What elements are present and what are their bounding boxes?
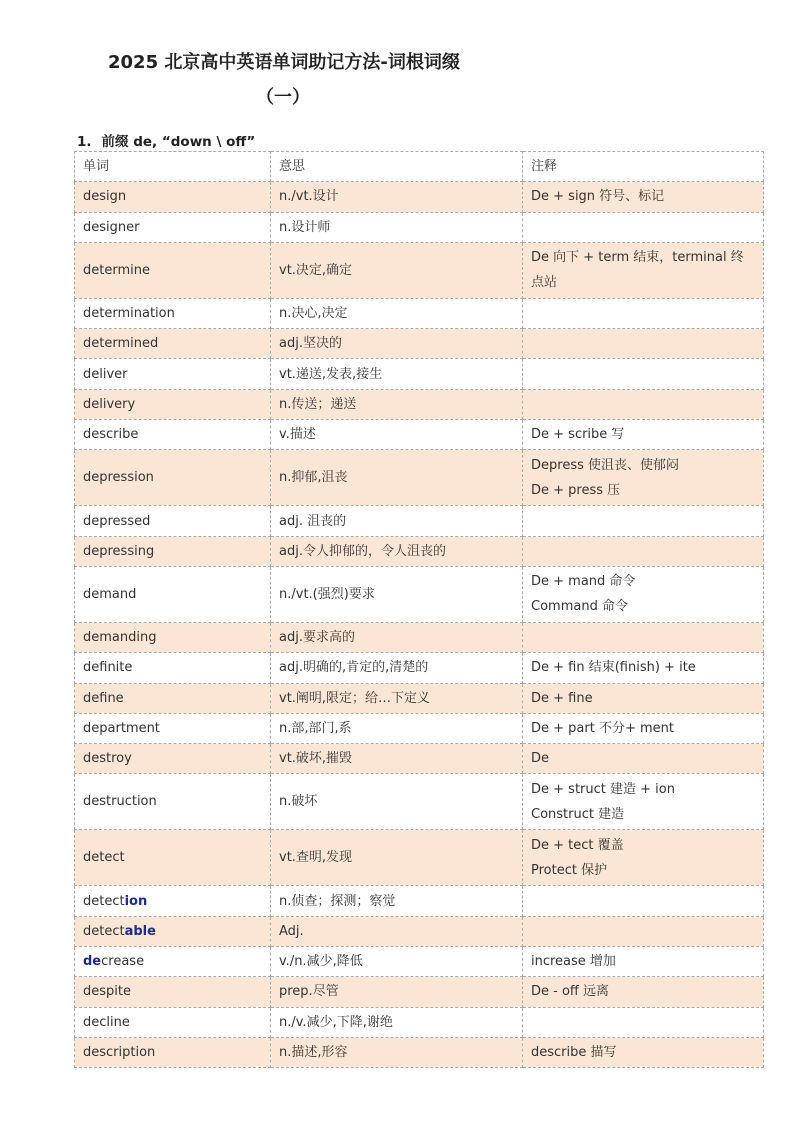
note-cell — [523, 886, 764, 916]
note-line: De — [531, 751, 550, 767]
note-cell — [523, 713, 764, 743]
word-cell — [75, 298, 271, 328]
meaning-cell: Adj. — [271, 916, 523, 946]
word-text: deliver — [83, 366, 128, 382]
note-cell — [523, 1037, 764, 1067]
note-cell — [523, 947, 764, 977]
word-cell — [75, 329, 271, 359]
word-text — [83, 894, 147, 909]
meaning-cell: vt.破坏,摧毁 — [271, 744, 523, 774]
document-title: 2025 北京高中英语单词助记方法-词根词缀 — [108, 52, 460, 73]
section-heading — [77, 130, 255, 150]
note-cell — [523, 566, 764, 622]
word-suffix-highlight: able — [124, 923, 156, 939]
meaning-cell: vt.阐明,限定；给…下定义 — [271, 683, 523, 713]
word-cell — [75, 886, 271, 916]
note-cell — [523, 182, 764, 212]
note-line: De + fine — [531, 690, 593, 706]
note-line: De + mand 命令 — [531, 574, 636, 590]
meaning-cell: n./vt.设计 — [271, 182, 523, 212]
table-row — [75, 536, 764, 566]
word-text: destroy — [83, 751, 132, 767]
meaning-cell: n./v.减少,下降,谢绝 — [271, 1007, 523, 1037]
note-cell — [523, 212, 764, 242]
note-line: Depress 使沮丧、使郁闷 — [531, 457, 679, 473]
table-row — [75, 683, 764, 713]
word-cell — [75, 389, 271, 419]
meaning-cell: n.部,部门,系 — [271, 713, 523, 743]
table-row — [75, 830, 764, 886]
note-cell — [523, 359, 764, 389]
word-suffix-highlight: ion — [124, 893, 148, 909]
word-cell — [75, 622, 271, 652]
note-line: De + scribe 写 — [531, 427, 625, 443]
note-cell — [523, 744, 764, 774]
meaning-cell: n.决心,决定 — [271, 298, 523, 328]
word-cell — [75, 830, 271, 886]
word-text: definite — [83, 660, 133, 676]
note-cell — [523, 653, 764, 683]
header-word: 单词 — [75, 152, 271, 182]
word-cell — [75, 182, 271, 212]
word-text: determination — [83, 306, 175, 322]
word-text: describe — [83, 427, 139, 443]
meaning-cell: vt.查明,发现 — [271, 830, 523, 886]
word-text: destruction — [83, 794, 157, 810]
note-cell — [523, 536, 764, 566]
note-line: De + sign 符号、标记 — [531, 189, 665, 205]
word-text: determined — [83, 336, 159, 352]
word-cell — [75, 359, 271, 389]
word-text: delivery — [83, 396, 136, 412]
header-note: 注释 — [523, 152, 764, 182]
table-row — [75, 182, 764, 212]
note-cell — [523, 329, 764, 359]
word-text: determine — [83, 262, 150, 278]
word-text: despite — [83, 984, 131, 1000]
word-cell — [75, 242, 271, 298]
meaning-cell: v.描述 — [271, 420, 523, 450]
word-cell — [75, 420, 271, 450]
table-row — [75, 977, 764, 1007]
table-row — [75, 329, 764, 359]
word-cell — [75, 916, 271, 946]
table-row — [75, 744, 764, 774]
word-text: decline — [83, 1014, 130, 1030]
word-cell — [75, 212, 271, 242]
table-row — [75, 420, 764, 450]
note-line: De + fin 结束(finish) + ite — [531, 660, 696, 676]
note-cell — [523, 774, 764, 830]
word-cell — [75, 774, 271, 830]
word-cell — [75, 1037, 271, 1067]
table-row — [75, 389, 764, 419]
note-cell — [523, 450, 764, 506]
meaning-cell: n.侦查；探测；察觉 — [271, 886, 523, 916]
word-cell — [75, 450, 271, 506]
meaning-cell: n.传送；递送 — [271, 389, 523, 419]
word-cell — [75, 713, 271, 743]
meaning-cell: n.描述,形容 — [271, 1037, 523, 1067]
note-cell — [523, 977, 764, 1007]
table-row — [75, 450, 764, 506]
table-row — [75, 622, 764, 652]
word-prefix-highlight: de — [83, 954, 102, 970]
word-text: define — [83, 690, 124, 706]
meaning-cell: n.破坏 — [271, 774, 523, 830]
table-row — [75, 1007, 764, 1037]
word-text — [83, 954, 144, 969]
meaning-cell: n.设计师 — [271, 212, 523, 242]
meaning-cell: vt.递送,发表,接生 — [271, 359, 523, 389]
note-line: describe 描写 — [531, 1045, 617, 1061]
note-cell — [523, 298, 764, 328]
word-text: depression — [83, 470, 154, 486]
table-row — [75, 947, 764, 977]
table-row — [75, 298, 764, 328]
word-text: department — [83, 721, 160, 736]
word-stem: detect — [83, 923, 125, 939]
word-text — [83, 924, 156, 939]
table-row — [75, 359, 764, 389]
note-cell — [523, 242, 764, 298]
table-row — [75, 566, 764, 622]
word-cell — [75, 947, 271, 977]
word-cell — [75, 536, 271, 566]
word-text: depressed — [83, 513, 151, 529]
header-meaning: 意思 — [271, 152, 523, 182]
note-line: De + part 不分+ ment — [531, 721, 674, 736]
word-cell — [75, 1007, 271, 1037]
table-row — [75, 1037, 764, 1067]
table-row — [75, 774, 764, 830]
meaning-cell: n.抑郁,沮丧 — [271, 450, 523, 506]
table-row — [75, 242, 764, 298]
note-line: De + press 压 — [531, 482, 621, 498]
table-row — [75, 886, 764, 916]
word-stem: detect — [83, 893, 125, 909]
word-text: description — [83, 1045, 156, 1061]
table-row — [75, 653, 764, 683]
word-cell — [75, 977, 271, 1007]
word-cell — [75, 506, 271, 536]
note-cell — [523, 506, 764, 536]
word-text: demanding — [83, 630, 157, 646]
vocabulary-table — [74, 151, 764, 1068]
meaning-cell: adj.明确的,肯定的,清楚的 — [271, 653, 523, 683]
note-line: De + tect 覆盖 — [531, 837, 624, 853]
note-cell — [523, 389, 764, 419]
note-cell — [523, 1007, 764, 1037]
note-cell — [523, 420, 764, 450]
table-row — [75, 506, 764, 536]
note-line: Command 命令 — [531, 599, 628, 615]
meaning-cell: n./vt.(强烈)要求 — [271, 566, 523, 622]
word-text: detect — [83, 850, 125, 866]
meaning-cell: adj.令人抑郁的，令人沮丧的 — [271, 536, 523, 566]
meaning-cell: v./n.减少,降低 — [271, 947, 523, 977]
note-line: De 向下 + term 结束，terminal 终 — [531, 250, 744, 266]
word-cell — [75, 653, 271, 683]
table-row — [75, 212, 764, 242]
word-cell — [75, 744, 271, 774]
word-cell — [75, 566, 271, 622]
table-row — [75, 916, 764, 946]
word-rest: crease — [101, 954, 145, 970]
table-header-row — [75, 152, 764, 182]
note-cell — [523, 622, 764, 652]
word-cell — [75, 683, 271, 713]
word-text: designer — [83, 219, 140, 235]
note-cell — [523, 830, 764, 886]
note-line: increase 增加 — [531, 954, 616, 970]
table-row — [75, 713, 764, 743]
meaning-cell: adj.要求高的 — [271, 622, 523, 652]
note-cell — [523, 916, 764, 946]
meaning-cell: prep.尽管 — [271, 977, 523, 1007]
note-line: Construct 建造 — [531, 806, 625, 822]
section-number: 1. — [77, 134, 92, 150]
note-line: 点站 — [531, 275, 558, 291]
word-text: demand — [83, 586, 137, 602]
word-text: design — [83, 189, 127, 205]
note-line: Protect 保护 — [531, 862, 608, 878]
note-line: De - off 远离 — [531, 984, 610, 1000]
document-subtitle: （一） — [256, 87, 310, 108]
meaning-cell: vt.决定,确定 — [271, 242, 523, 298]
word-text: depressing — [83, 543, 155, 559]
meaning-cell: adj.坚决的 — [271, 329, 523, 359]
section-title: 前缀 de, “down \ off” — [101, 134, 256, 150]
note-cell — [523, 683, 764, 713]
note-line: De + struct 建造 + ion — [531, 781, 675, 797]
meaning-cell: adj. 沮丧的 — [271, 506, 523, 536]
